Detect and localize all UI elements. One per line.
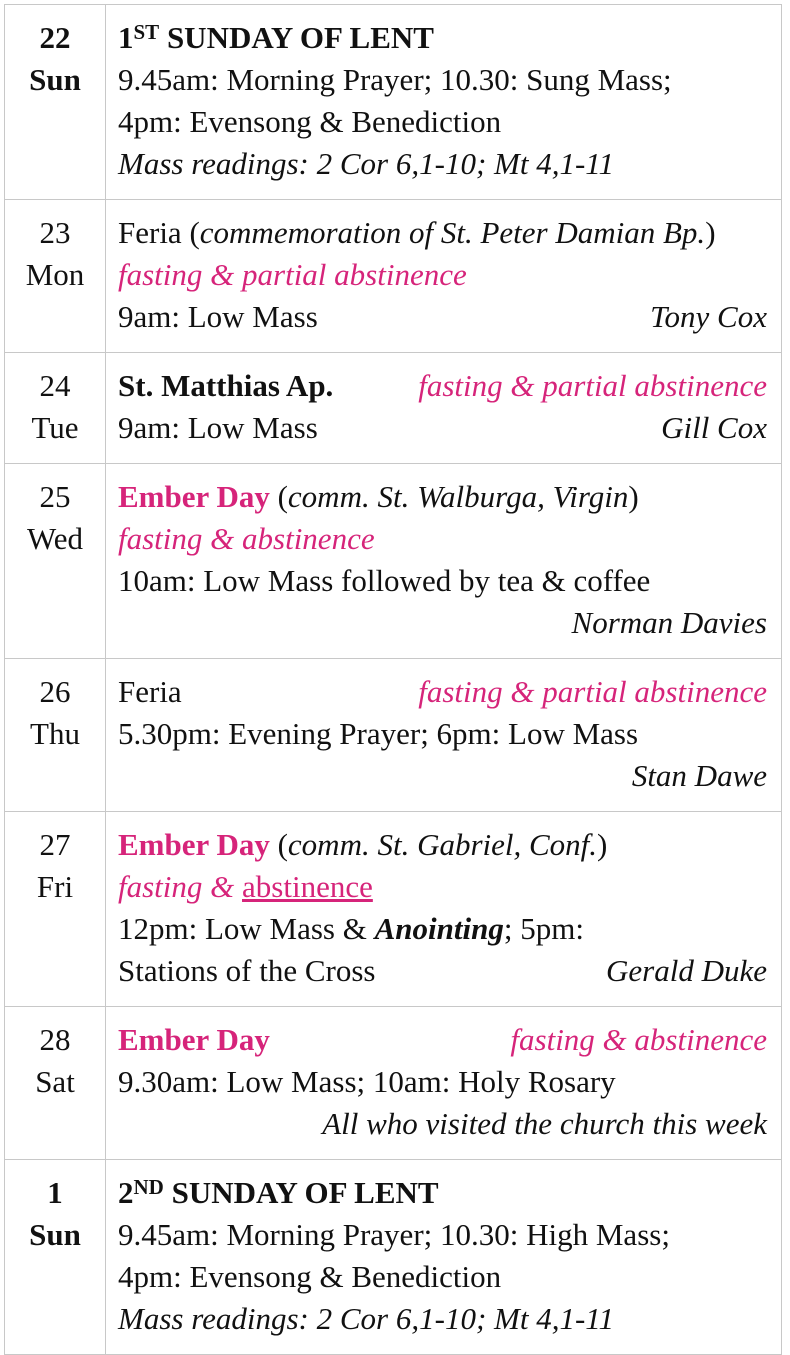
title-text: SUNDAY OF LENT	[159, 20, 434, 55]
info-cell	[106, 1007, 782, 1160]
mass-time: 12pm: Low Mass &	[118, 911, 375, 946]
info-cell	[106, 353, 782, 464]
fasting-label: fasting &	[118, 869, 235, 904]
info-cell	[106, 200, 782, 353]
mass-intention: All who visited the church this week	[322, 1106, 767, 1141]
date-cell	[5, 812, 106, 1007]
date-cell	[5, 200, 106, 353]
day-name: Wed	[26, 521, 84, 556]
feast-line	[118, 476, 767, 518]
mass-intention: Gill Cox	[661, 410, 767, 445]
fasting-note: fasting & abstinence	[118, 521, 375, 556]
paren-close: )	[628, 479, 639, 514]
feast-line	[118, 824, 767, 866]
title-ordinal: 2	[118, 1175, 134, 1210]
feast-line	[118, 212, 767, 254]
commemoration: comm. St. Gabriel, Conf.	[287, 827, 598, 862]
day-name: Sat	[35, 1064, 75, 1099]
date-number: 25	[39, 479, 71, 514]
feast-name: St. Matthias Ap.	[118, 368, 334, 403]
date-number: 23	[39, 215, 71, 250]
info-cell	[106, 1160, 782, 1355]
mass-time: 9am: Low Mass	[118, 410, 318, 445]
date-number: 1	[47, 1175, 63, 1210]
commemoration: commemoration of St. Peter Damian Bp.	[199, 215, 706, 250]
mass-line	[118, 908, 767, 950]
feast-line	[118, 1019, 767, 1061]
table-row	[5, 1160, 782, 1355]
mass-line: 5.30pm: Evening Prayer; 6pm: Low Mass	[118, 716, 639, 751]
stations-time: ; 5pm:	[503, 911, 584, 946]
day-name: Thu	[30, 716, 80, 751]
service-times-2: 4pm: Evensong & Benediction	[118, 1259, 502, 1294]
info-cell	[106, 812, 782, 1007]
date-cell	[5, 659, 106, 812]
table-row	[5, 812, 782, 1007]
feast-name: Ember Day	[118, 1022, 270, 1057]
feast-name: Ember Day	[118, 479, 270, 514]
mass-intention: Stan Dawe	[631, 758, 767, 793]
date-number: 22	[39, 20, 71, 55]
date-cell	[5, 5, 106, 200]
mass-line: 9.30am: Low Mass; 10am: Holy Rosary	[118, 1064, 616, 1099]
stations-line	[118, 950, 767, 992]
intention-line	[118, 1103, 767, 1145]
mass-line: 10am: Low Mass followed by tea & coffee	[118, 563, 651, 598]
mass-intention: Norman Davies	[571, 605, 767, 640]
day-name: Fri	[36, 869, 74, 904]
table-row	[5, 659, 782, 812]
service-times: 9.45am: Morning Prayer; 10.30: Sung Mass;	[118, 62, 672, 97]
mass-readings: Mass readings: 2 Cor 6,1-10; Mt 4,1-11	[118, 146, 614, 181]
mass-line	[118, 296, 767, 338]
commemoration: comm. St. Walburga, Virgin	[287, 479, 629, 514]
paren-close: )	[705, 215, 716, 250]
fasting-note: fasting & partial abstinence	[118, 257, 467, 292]
date-number: 28	[39, 1022, 71, 1057]
sunday-title	[118, 1172, 767, 1214]
date-number: 24	[39, 368, 71, 403]
mass-intention: Tony Cox	[650, 299, 767, 334]
table-row	[5, 200, 782, 353]
mass-line	[118, 407, 767, 449]
info-cell	[106, 659, 782, 812]
day-name: Tue	[31, 410, 79, 445]
title-text: SUNDAY OF LENT	[163, 1175, 439, 1210]
feast-line	[118, 365, 767, 407]
feast-line	[118, 671, 767, 713]
table-row	[5, 353, 782, 464]
date-cell	[5, 1007, 106, 1160]
mass-intention: Gerald Duke	[606, 953, 767, 988]
fasting-note	[118, 866, 767, 908]
parish-calendar-table	[4, 4, 782, 1355]
day-name: Sun	[29, 1217, 81, 1252]
paren-open: (	[269, 827, 288, 862]
table-row	[5, 464, 782, 659]
mass-time: 9am: Low Mass	[118, 299, 318, 334]
anointing-label: Anointing	[374, 911, 504, 946]
fasting-note: fasting & partial abstinence	[418, 674, 767, 709]
intention-line	[118, 602, 767, 644]
day-name: Sun	[29, 62, 81, 97]
feast-name: Feria (	[118, 215, 200, 250]
title-ordinal-suffix: ND	[133, 1175, 164, 1199]
date-number: 26	[39, 674, 71, 709]
paren-close: )	[597, 827, 608, 862]
feast-name: Ember Day	[118, 827, 270, 862]
service-times: 9.45am: Morning Prayer; 10.30: High Mass;	[118, 1217, 670, 1252]
feast-name: Feria	[118, 674, 182, 709]
day-name: Mon	[25, 257, 85, 292]
fasting-note: fasting & abstinence	[510, 1022, 767, 1057]
abstinence-label: abstinence	[242, 869, 373, 904]
info-cell	[106, 464, 782, 659]
date-cell	[5, 464, 106, 659]
table-row	[5, 1007, 782, 1160]
paren-open: (	[269, 479, 288, 514]
mass-readings: Mass readings: 2 Cor 6,1-10; Mt 4,1-11	[118, 1301, 614, 1336]
service-times-2: 4pm: Evensong & Benediction	[118, 104, 502, 139]
info-cell	[106, 5, 782, 200]
stations-label: Stations of the Cross	[118, 953, 376, 988]
intention-line	[118, 755, 767, 797]
sunday-title	[118, 17, 767, 59]
table-row	[5, 5, 782, 200]
date-number: 27	[39, 827, 71, 862]
date-cell	[5, 353, 106, 464]
fasting-note: fasting & partial abstinence	[418, 368, 767, 403]
title-ordinal-suffix: ST	[133, 20, 160, 44]
title-ordinal: 1	[118, 20, 134, 55]
date-cell	[5, 1160, 106, 1355]
